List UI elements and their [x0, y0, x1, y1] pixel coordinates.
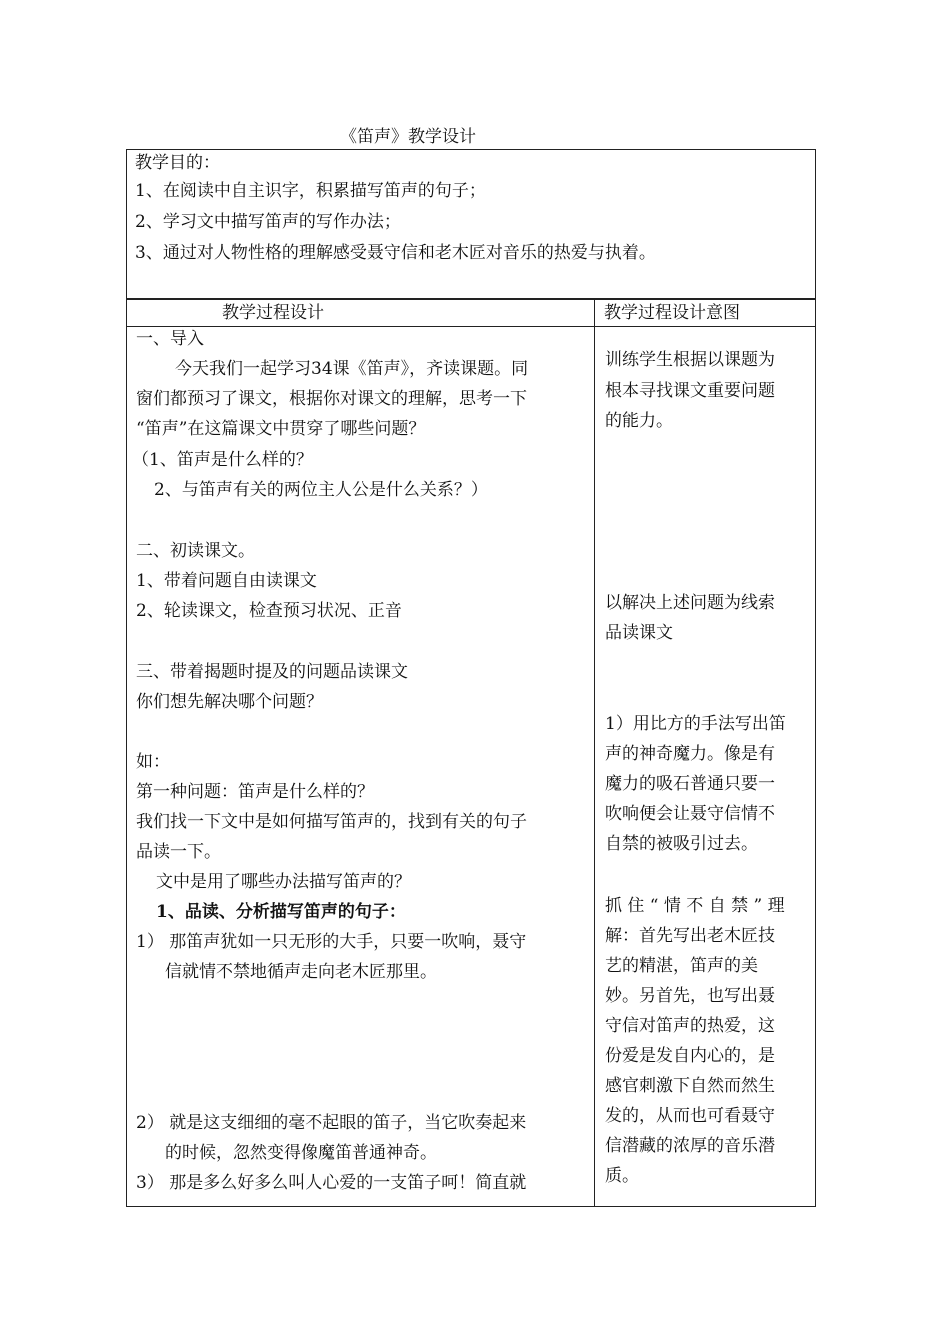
- process-line: （1、笛声是什么样的？: [132, 450, 313, 470]
- intent-line: 品读课文: [605, 623, 673, 643]
- header-intent-label: 教学过程设计意图: [604, 303, 740, 323]
- process-line: 你们想先解决哪个问题？: [136, 692, 323, 712]
- process-line: 今天我们一起学习34课《笛声》，齐读课题。同: [175, 359, 529, 379]
- process-line: “笛声”在这篇课文中贯穿了哪些问题？: [136, 419, 426, 439]
- header-process-label: 教学过程设计: [222, 303, 324, 323]
- process-line: 1、带着问题自由读课文: [136, 571, 317, 591]
- quote-line: 3） 那是多么好多么叫人心爱的一支笛子呵！简直就: [136, 1173, 527, 1193]
- intent-line: 声的神奇魔力。像是有: [605, 744, 775, 764]
- intent-line: 解：首先写出老木匠技: [605, 926, 775, 946]
- section-first-read-heading: 二、初读课文。: [136, 541, 255, 561]
- intent-line: 训练学生根据以课题为: [605, 350, 775, 370]
- header-process: [127, 300, 595, 327]
- intent-line: 根本寻找课文重要问题: [605, 381, 775, 401]
- process-line: 窗们都预习了课文，根据你对课文的理解，思考一下: [136, 389, 527, 409]
- goal-item: 1、在阅读中自主识字，积累描写笛声的句子；: [135, 181, 486, 201]
- process-line: 品读一下。: [136, 842, 221, 862]
- goals-heading: 教学目的：: [135, 153, 220, 173]
- quote-line: 信就情不禁地循声走向老木匠那里。: [165, 962, 437, 982]
- intent-line: 1）用比方的手法写出笛: [605, 714, 786, 734]
- process-line: 2、与笛声有关的两位主人公是什么关系？）: [154, 480, 488, 500]
- intent-line: 艺的精湛，笛声的美: [605, 956, 758, 976]
- intent-line: 守信对笛声的热爱，这: [605, 1016, 775, 1036]
- intent-line: 自禁的被吸引过去。: [605, 834, 758, 854]
- intent-line: 抓 住 “ 情 不 自 禁 ” 理: [605, 896, 785, 916]
- subsection-heading: 1、品读、分析描写笛声的句子：: [156, 902, 406, 922]
- section-read-heading: 三、带着揭题时提及的问题品读课文: [136, 662, 408, 682]
- intent-line: 信潜藏的浓厚的音乐潜: [605, 1136, 775, 1156]
- process-line: 第一种问题：笛声是什么样的？: [136, 782, 374, 802]
- intent-line: 感官刺激下自然而然生: [605, 1076, 775, 1096]
- process-line: 我们找一下文中是如何描写笛声的，找到有关的句子: [136, 812, 527, 832]
- goal-item: 3、通过对人物性格的理解感受聂守信和老木匠对音乐的热爱与执着。: [135, 243, 656, 263]
- intent-line: 以解决上述问题为线索: [605, 593, 775, 613]
- intent-line: 吹响便会让聂守信情不: [605, 804, 775, 824]
- process-table: [126, 299, 816, 1207]
- intent-line: 的能力。: [605, 411, 673, 431]
- intent-line: 发的，从而也可看聂守: [605, 1106, 775, 1126]
- intent-line: 妙。另首先，也写出聂: [605, 986, 775, 1006]
- process-line: 如：: [136, 752, 170, 772]
- intent-line: 份爱是发自内心的，是: [605, 1046, 775, 1066]
- quote-line: 2） 就是这支细细的毫不起眼的笛子，当它吹奏起来: [136, 1113, 527, 1133]
- process-line: 2、轮读课文，检查预习状况、正音: [136, 601, 402, 621]
- intent-line: 质。: [605, 1166, 639, 1186]
- process-line: 文中是用了哪些办法描写笛声的？: [156, 872, 411, 892]
- quote-line: 的时候，忽然变得像魔笛普通神奇。: [165, 1143, 437, 1163]
- goals-section: [126, 149, 816, 299]
- document-title: 《笛声》教学设计: [340, 127, 476, 147]
- column-divider: [594, 300, 595, 1206]
- section-intro-heading: 一、导入: [136, 329, 204, 349]
- intent-line: 魔力的吸石普通只要一: [605, 774, 775, 794]
- quote-line: 1） 那笛声犹如一只无形的大手，只要一吹响，聂守: [136, 932, 527, 952]
- goal-item: 2、学习文中描写笛声的写作办法；: [135, 212, 401, 232]
- header-intent: [595, 300, 815, 327]
